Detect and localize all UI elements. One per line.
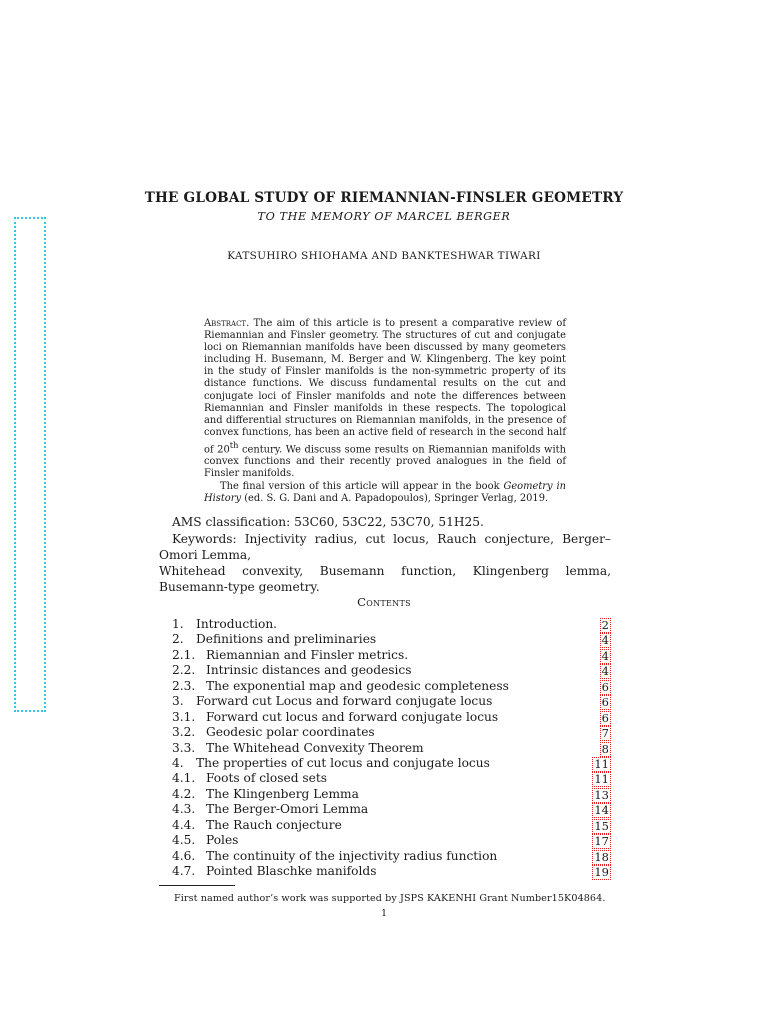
toc-entry-title: Forward cut Locus and forward conjugate locus (196, 694, 493, 709)
toc-entry-number: 3.3. (172, 740, 196, 755)
abstract-text-1: The aim of this article is to present a comparative review of Riemannian and Finsler geometry. The structures of cut and conjugate loci on Riemannian manifolds have been discussed by many geometers including H. Busemann, M. Berger and W. Klingenberg. The key point in the study of Finsler manifolds is the non-symmetric property of its distance functions. We discuss fundamental results on the cut and conjugate loci of Finsler manifolds and note the differences between Riemannian and Finsler manifolds in these respects. The topological and differential structures on Riemannian manifolds, in the presence of convex functions, has been an active field of research in the second half of 20 (204, 318, 566, 456)
toc-entry[interactable] (172, 725, 612, 740)
toc-page-link[interactable]: 2 (601, 618, 609, 632)
toc-entry-number: 2.2. (172, 663, 196, 678)
toc-page-link[interactable]: 7 (601, 726, 609, 741)
toc-page-link[interactable]: 14 (594, 803, 609, 818)
toc-page-link[interactable]: 11 (594, 772, 609, 787)
toc-entry-title: Poles (206, 833, 239, 848)
toc-entry-number: 4. (172, 755, 184, 770)
toc-entry-title: The properties of cut locus and conjugate locus (196, 755, 490, 770)
keywords-rest: Whitehead convexity, Busemann function, Klingenberg lemma, Busemann-type geometry. (159, 564, 611, 594)
abstract-publication-note (204, 481, 566, 505)
toc-entry[interactable] (172, 802, 612, 817)
toc-entry[interactable] (172, 864, 612, 879)
paper-title: THE GLOBAL STUDY OF RIEMANNIAN-FINSLER GEOMETRY (144, 190, 624, 206)
dedication: TO THE MEMORY OF MARCEL BERGER (257, 210, 511, 223)
toc-entry-number: 2.3. (172, 678, 196, 693)
abstract-text-2: century. We discuss some results on Riemannian manifolds with convex functions and their recently proved analogues in the field of Finsler manifolds. (204, 444, 566, 480)
toc-page-link[interactable]: 18 (594, 849, 609, 864)
abstract-label: Abstract. (204, 318, 250, 329)
toc-page-link[interactable]: 11 (594, 756, 609, 771)
toc-entry[interactable] (172, 818, 612, 833)
toc-page-link[interactable]: 19 (594, 865, 609, 879)
toc-entry[interactable] (172, 787, 612, 802)
toc-page-link[interactable]: 13 (594, 787, 609, 802)
toc-entry-title: Pointed Blaschke manifolds (206, 864, 377, 878)
abstract-body (204, 318, 566, 481)
toc-entry[interactable] (172, 741, 612, 756)
keywords (159, 531, 611, 595)
toc-page-link[interactable]: 15 (594, 818, 609, 833)
toc-entry[interactable] (172, 679, 612, 694)
toc-entry-number: 4.2. (172, 786, 196, 801)
toc-entry-number: 3.2. (172, 725, 196, 740)
toc-entry[interactable] (172, 849, 612, 864)
toc-entry[interactable] (172, 663, 612, 678)
contents-heading: Contents (357, 595, 411, 609)
toc-entry-title: The Rauch conjecture (206, 817, 342, 832)
toc-entry-number: 1. (172, 617, 184, 631)
toc-entry-number: 4.6. (172, 848, 196, 863)
page-number: 1 (380, 908, 388, 919)
toc-page-link[interactable]: 4 (601, 633, 609, 648)
table-of-contents (172, 617, 612, 879)
toc-entry[interactable] (172, 648, 612, 663)
abstract (204, 318, 566, 505)
toc-entry-title: The continuity of the injectivity radius function (206, 848, 498, 863)
toc-page-link[interactable]: 8 (601, 741, 609, 756)
arxiv-stamp-box[interactable] (14, 217, 46, 712)
toc-entry-number: 4.5. (172, 833, 196, 848)
footnote-rule (159, 885, 235, 886)
toc-entry[interactable] (172, 710, 612, 725)
toc-entry-title: Geodesic polar coordinates (206, 725, 375, 740)
ams-classification: AMS classification: 53C60, 53C22, 53C70, 51H25. (172, 515, 484, 529)
toc-entry-number: 4.1. (172, 771, 196, 786)
toc-page-link[interactable]: 6 (601, 710, 609, 725)
toc-page-link[interactable]: 4 (601, 648, 609, 663)
note-text-1: The final version of this article will appear in the book (220, 480, 504, 492)
book-title: Geometry in History (204, 480, 567, 504)
toc-page-link[interactable]: 6 (601, 679, 609, 694)
note-text-2: (ed. S. G. Dani and A. Papadopoulos), Springer Verlag, 2019. (241, 492, 549, 504)
toc-entry-number: 3. (172, 694, 184, 709)
toc-page-link[interactable]: 17 (594, 834, 609, 849)
toc-entry-title: Intrinsic distances and geodesics (206, 663, 412, 678)
keywords-line-1: Keywords: Injectivity radius, cut locus, Rauch conjecture, Berger–Omori Lemma, (159, 532, 611, 562)
toc-entry[interactable] (172, 833, 612, 848)
toc-page-link[interactable]: 4 (601, 664, 609, 679)
toc-entry[interactable] (172, 756, 612, 771)
toc-entry-number: 4.4. (172, 817, 196, 832)
abstract-superscript: th (229, 439, 239, 450)
toc-page-link[interactable]: 6 (601, 695, 609, 710)
toc-entry[interactable] (172, 694, 612, 709)
toc-entry-number: 2.1. (172, 647, 196, 662)
toc-entry[interactable] (172, 617, 612, 632)
toc-entry-title: Definitions and preliminaries (196, 632, 377, 647)
toc-entry-number: 2. (172, 632, 184, 647)
toc-entry-title: Forward cut locus and forward conjugate locus (206, 709, 499, 724)
toc-entry-title: Introduction. (196, 617, 278, 631)
toc-entry[interactable] (172, 632, 612, 647)
toc-entry-title: The Klingenberg Lemma (206, 786, 359, 801)
authors: KATSUHIRO SHIOHAMA AND BANKTESHWAR TIWARI (227, 250, 541, 262)
toc-entry-number: 4.3. (172, 802, 196, 817)
toc-entry[interactable] (172, 771, 612, 786)
toc-entry-title: Riemannian and Finsler metrics. (206, 647, 409, 662)
footnote: First named author’s work was supported by JSPS KAKENHI Grant Number15K04864. (174, 893, 606, 904)
toc-entry-number: 4.7. (172, 864, 196, 878)
toc-entry-number: 3.1. (172, 709, 196, 724)
toc-entry-title: The Whitehead Convexity Theorem (206, 740, 424, 755)
toc-entry-title: The Berger-Omori Lemma (206, 802, 369, 817)
toc-entry-title: Foots of closed sets (206, 771, 328, 786)
toc-entry-title: The exponential map and geodesic completeness (206, 678, 509, 693)
